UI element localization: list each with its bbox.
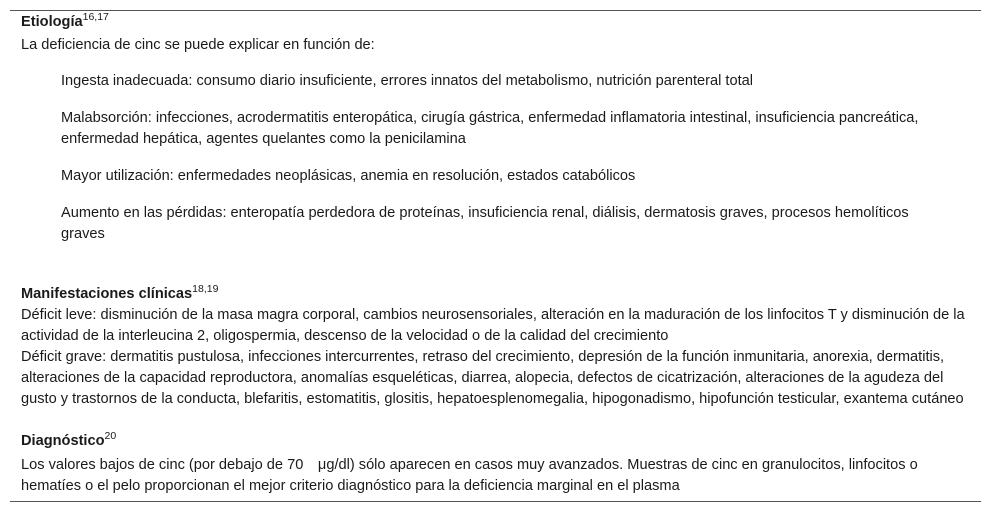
etiologia-refs: 16,17: [82, 11, 109, 23]
etiologia-title: Etiología: [21, 14, 83, 30]
manifestaciones-title: Manifestaciones clínicas: [21, 286, 193, 302]
manifestaciones-refs: 18,19: [192, 283, 219, 295]
manifestaciones-heading: [21, 284, 973, 305]
etiologia-item-ingesta: Ingesta inadecuada: consumo diario insuficiente, errores innatos del metabolismo, nutrición parenteral total: [61, 73, 753, 89]
etiologia-item-malabsorcion: Malabsorción: infecciones, acrodermatitis enteropática, cirugía gástrica, enfermedad inflamatoria intestinal, insuficiencia pancreática, enfermedad hepática, agentes quelantes como la penicilamina: [61, 110, 919, 147]
etiologia-item-utilizacion: Mayor utilización: enfermedades neoplásicas, anemia en resolución, estados catabólicos: [61, 168, 636, 184]
deficit-grave: Déficit grave: dermatitis pustulosa, infecciones intercurrentes, retraso del crecimiento, depresión de la función inmunitaria, anorexia, dermatitis, alteraciones de la capacidad reproductora, anomalías esqueléticas, diarrea, alopecia, defectos de cicatrización, alteraciones de la agudeza del gusto y trastornos de la conducta, blefaritis, estomatitis, glositis, hepatoesplenomegalia, hipogonadismo, hipofunción testicular, exantema cutáneo: [21, 349, 964, 407]
etiologia-intro: La deficiencia de cinc se puede explicar en función de:: [21, 37, 375, 53]
diagnostico-heading: [21, 431, 973, 452]
etiologia-heading: [21, 12, 973, 33]
diagnostico-title: Diagnóstico: [21, 433, 105, 449]
deficit-leve: Déficit leve: disminución de la masa magra corporal, cambios neurosensoriales, alteración en la maduración de los linfocitos T y disminución de la actividad de la interleucina 2, oligospermia, descenso de la velocidad o de la calidad del crecimiento: [21, 307, 965, 344]
diagnostico-text: Los valores bajos de cinc (por debajo de 70 μg/dl) sólo aparecen en casos muy avanzados. Muestras de cinc en granulocitos, linfocitos o hematíes o el pelo proporcionan el mejor criterio diagnóstico para la deficiencia marginal en el plasma: [21, 457, 918, 494]
content-table: [10, 10, 981, 502]
diagnostico-refs: 20: [104, 430, 117, 442]
etiologia-item-perdidas: Aumento en las pérdidas: enteropatía perdedora de proteínas, insuficiencia renal, diálisis, dermatosis graves, procesos hemolíticos graves: [61, 205, 909, 242]
